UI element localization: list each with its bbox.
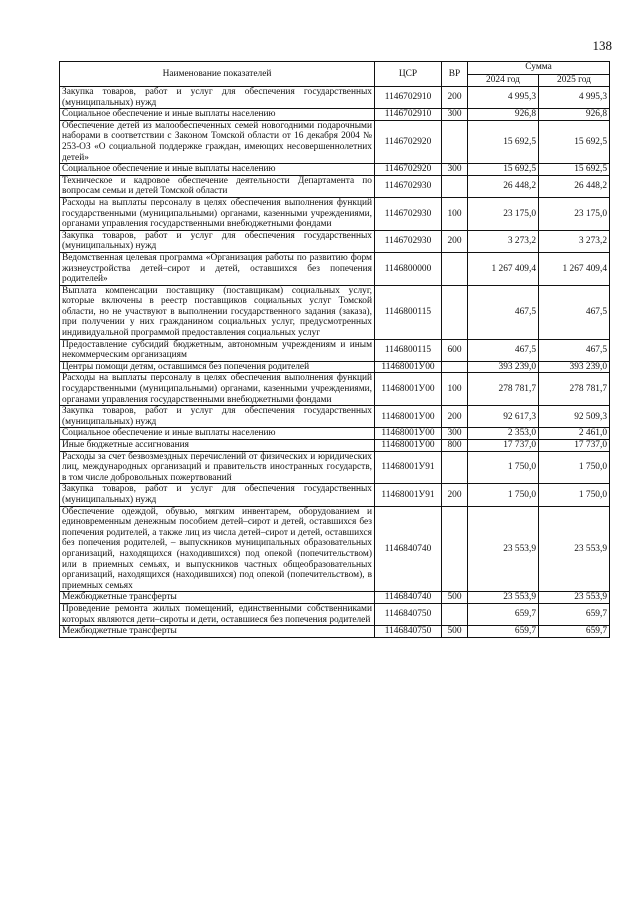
row-sum-2025-cell: 2 461,0	[539, 428, 610, 440]
row-sum-2025-cell: 23 553,9	[539, 592, 610, 604]
row-csr-cell: 1146702920	[375, 120, 442, 163]
row-sum-2024-cell: 23 553,9	[468, 506, 539, 592]
row-sum-2024-cell: 15 692,5	[468, 120, 539, 163]
row-sum-2025-cell: 17 737,0	[539, 440, 610, 452]
row-sum-2024-cell: 26 448,2	[468, 175, 539, 197]
row-sum-2025-cell: 278 781,7	[539, 373, 610, 406]
row-vr-cell: 600	[442, 339, 468, 361]
row-csr-cell: 1146702910	[375, 87, 442, 109]
row-name-cell: Закупка товаров, работ и услуг для обеспечения государственных (муниципальных) нужд	[60, 87, 375, 109]
table-row	[60, 451, 610, 484]
row-sum-2025-cell: 659,7	[539, 603, 610, 625]
row-csr-cell: 11468001У00	[375, 373, 442, 406]
header-year-2025: 2025 год	[539, 74, 610, 87]
row-name-cell: Социальное обеспечение и иные выплаты населению	[60, 428, 375, 440]
row-name-cell: Обеспечение одеждой, обувью, мягким инвентарем, оборудованием и единовременным денежным пособием детей–сирот и детей, оставшихся без попечения родителей, а также лиц из числа детей–сирот и детей, оставшихся без попечения родителей, – выпускников муниципальных образовательных организаций, находящихся (находившихся) под опекой (попечительством) или в приемных семьях, и выпускников частных общеобразовательных организаций, находящихся (находившихся) под опекой (попечительством), в приемных семьях	[60, 506, 375, 592]
row-vr-cell: 200	[442, 87, 468, 109]
row-csr-cell: 11468001У91	[375, 484, 442, 506]
row-sum-2024-cell: 393 239,0	[468, 361, 539, 373]
row-sum-2024-cell: 4 995,3	[468, 87, 539, 109]
row-name-cell: Техническое и кадровое обеспечение деятельности Департамента по вопросам семьи и детей Томской области	[60, 175, 375, 197]
row-name-cell: Обеспечение детей из малообеспеченных семей новогодними подарочными наборами в соответствии с Законом Томской области от 16 декабря 2004 № 253-ОЗ «О социальной поддержке граждан, имеющих несовершеннолетних детей»	[60, 120, 375, 163]
row-csr-cell: 1146702930	[375, 230, 442, 252]
row-sum-2025-cell: 1 750,0	[539, 451, 610, 484]
row-sum-2025-cell: 467,5	[539, 339, 610, 361]
row-vr-cell: 100	[442, 197, 468, 230]
row-vr-cell	[442, 361, 468, 373]
row-csr-cell: 1146702920	[375, 164, 442, 176]
table-row	[60, 361, 610, 373]
row-sum-2024-cell: 659,7	[468, 603, 539, 625]
row-sum-2024-cell: 92 617,3	[468, 406, 539, 428]
row-name-cell: Закупка товаров, работ и услуг для обеспечения государственных (муниципальных) нужд	[60, 230, 375, 252]
table-row	[60, 592, 610, 604]
row-csr-cell: 1146800115	[375, 339, 442, 361]
row-sum-2025-cell: 1 750,0	[539, 484, 610, 506]
table-row	[60, 440, 610, 452]
row-name-cell: Выплата компенсации поставщику (поставщикам) социальных услуг, которые включены в реестр поставщиков социальных услуг Томской области, но не участвуют в выполнении государственного задания (заказа), при получении у них гражданином социальных услуг, предусмотренных индивидуальной программой предоставления социальных услуг	[60, 285, 375, 339]
row-csr-cell: 11468001У00	[375, 428, 442, 440]
row-sum-2025-cell: 1 267 409,4	[539, 252, 610, 285]
row-name-cell: Проведение ремонта жилых помещений, единственными собственниками которых являются дети–сироты и дети, оставшиеся без попечения родителей	[60, 603, 375, 625]
row-sum-2025-cell: 23 175,0	[539, 197, 610, 230]
row-csr-cell: 1146840750	[375, 603, 442, 625]
table-row	[60, 626, 610, 638]
row-sum-2025-cell: 4 995,3	[539, 87, 610, 109]
row-name-cell: Центры помощи детям, оставшимся без попечения родителей	[60, 361, 375, 373]
row-name-cell: Межбюджетные трансферты	[60, 592, 375, 604]
row-csr-cell: 1146702910	[375, 109, 442, 121]
row-name-cell: Закупка товаров, работ и услуг для обеспечения государственных (муниципальных) нужд	[60, 484, 375, 506]
row-vr-cell: 300	[442, 428, 468, 440]
row-sum-2025-cell: 3 273,2	[539, 230, 610, 252]
row-sum-2024-cell: 1 267 409,4	[468, 252, 539, 285]
row-sum-2024-cell: 17 737,0	[468, 440, 539, 452]
row-sum-2025-cell: 393 239,0	[539, 361, 610, 373]
header-year-2024: 2024 год	[468, 74, 539, 87]
row-vr-cell	[442, 451, 468, 484]
table-row	[60, 87, 610, 109]
row-name-cell: Расходы за счет безвозмездных перечислений от физических и юридических лиц, международных организаций и правительств иностранных государств, в том числе добровольных пожертвований	[60, 451, 375, 484]
table-row	[60, 484, 610, 506]
row-csr-cell: 1146702930	[375, 175, 442, 197]
table-row	[60, 506, 610, 592]
row-name-cell: Ведомственная целевая программа «Организация работы по развитию форм жизнеустройства детей–сирот и детей, оставшихся без попечения родителей»	[60, 252, 375, 285]
row-vr-cell	[442, 120, 468, 163]
table-row	[60, 373, 610, 406]
row-sum-2025-cell: 15 692,5	[539, 164, 610, 176]
row-vr-cell: 200	[442, 484, 468, 506]
row-name-cell: Расходы на выплаты персоналу в целях обеспечения выполнения функций государственными (муниципальными) органами, казенными учреждениями, органами управления государственными внебюджетными фондами	[60, 197, 375, 230]
row-name-cell: Социальное обеспечение и иные выплаты населению	[60, 109, 375, 121]
row-sum-2025-cell: 926,8	[539, 109, 610, 121]
row-name-cell: Межбюджетные трансферты	[60, 626, 375, 638]
row-csr-cell: 1146840750	[375, 626, 442, 638]
row-vr-cell	[442, 252, 468, 285]
row-name-cell: Закупка товаров, работ и услуг для обеспечения государственных (муниципальных) нужд	[60, 406, 375, 428]
header-csr: ЦСР	[375, 62, 442, 87]
row-vr-cell	[442, 175, 468, 197]
table-row	[60, 230, 610, 252]
row-sum-2024-cell: 659,7	[468, 626, 539, 638]
row-sum-2024-cell: 23 175,0	[468, 197, 539, 230]
row-csr-cell: 11468001У00	[375, 406, 442, 428]
table-row	[60, 428, 610, 440]
row-sum-2024-cell: 3 273,2	[468, 230, 539, 252]
row-vr-cell: 100	[442, 373, 468, 406]
table-row	[60, 252, 610, 285]
row-name-cell: Социальное обеспечение и иные выплаты населению	[60, 164, 375, 176]
row-sum-2025-cell: 659,7	[539, 626, 610, 638]
row-vr-cell: 300	[442, 109, 468, 121]
row-csr-cell: 11468001У91	[375, 451, 442, 484]
row-sum-2024-cell: 467,5	[468, 285, 539, 339]
header-vr: ВР	[442, 62, 468, 87]
row-csr-cell: 11468001У00	[375, 361, 442, 373]
row-sum-2025-cell: 23 553,9	[539, 506, 610, 592]
header-sum: Сумма	[468, 62, 610, 75]
table-body	[60, 87, 610, 638]
row-vr-cell	[442, 285, 468, 339]
row-vr-cell: 200	[442, 406, 468, 428]
page-number: 138	[592, 38, 612, 53]
row-name-cell: Иные бюджетные ассигнования	[60, 440, 375, 452]
table-row	[60, 197, 610, 230]
table-row	[60, 339, 610, 361]
table-row	[60, 109, 610, 121]
row-name-cell: Предоставление субсидий бюджетным, автономным учреждениям и иным некоммерческим организациям	[60, 339, 375, 361]
row-vr-cell: 800	[442, 440, 468, 452]
row-sum-2025-cell: 467,5	[539, 285, 610, 339]
row-csr-cell: 1146702930	[375, 197, 442, 230]
row-sum-2024-cell: 278 781,7	[468, 373, 539, 406]
budget-table	[59, 61, 610, 638]
row-vr-cell: 500	[442, 626, 468, 638]
table-row	[60, 603, 610, 625]
table-row	[60, 285, 610, 339]
row-vr-cell: 500	[442, 592, 468, 604]
table-row	[60, 175, 610, 197]
row-sum-2025-cell: 92 509,3	[539, 406, 610, 428]
header-name: Наименование показателей	[60, 62, 375, 87]
table-row	[60, 120, 610, 163]
row-name-cell: Расходы на выплаты персоналу в целях обеспечения выполнения функций государственными (муниципальными) органами, казенными учреждениями, органами управления государственными внебюджетными фондами	[60, 373, 375, 406]
table-row	[60, 164, 610, 176]
row-csr-cell: 1146800000	[375, 252, 442, 285]
row-sum-2025-cell: 15 692,5	[539, 120, 610, 163]
table-row	[60, 406, 610, 428]
row-csr-cell: 1146800115	[375, 285, 442, 339]
row-vr-cell: 300	[442, 164, 468, 176]
row-csr-cell: 11468001У00	[375, 440, 442, 452]
row-sum-2024-cell: 1 750,0	[468, 484, 539, 506]
row-sum-2024-cell: 23 553,9	[468, 592, 539, 604]
row-sum-2024-cell: 1 750,0	[468, 451, 539, 484]
row-vr-cell: 200	[442, 230, 468, 252]
row-vr-cell	[442, 603, 468, 625]
row-csr-cell: 1146840740	[375, 506, 442, 592]
row-sum-2024-cell: 467,5	[468, 339, 539, 361]
row-sum-2024-cell: 15 692,5	[468, 164, 539, 176]
row-vr-cell	[442, 506, 468, 592]
row-sum-2024-cell: 926,8	[468, 109, 539, 121]
row-sum-2024-cell: 2 353,0	[468, 428, 539, 440]
row-sum-2025-cell: 26 448,2	[539, 175, 610, 197]
row-csr-cell: 1146840740	[375, 592, 442, 604]
